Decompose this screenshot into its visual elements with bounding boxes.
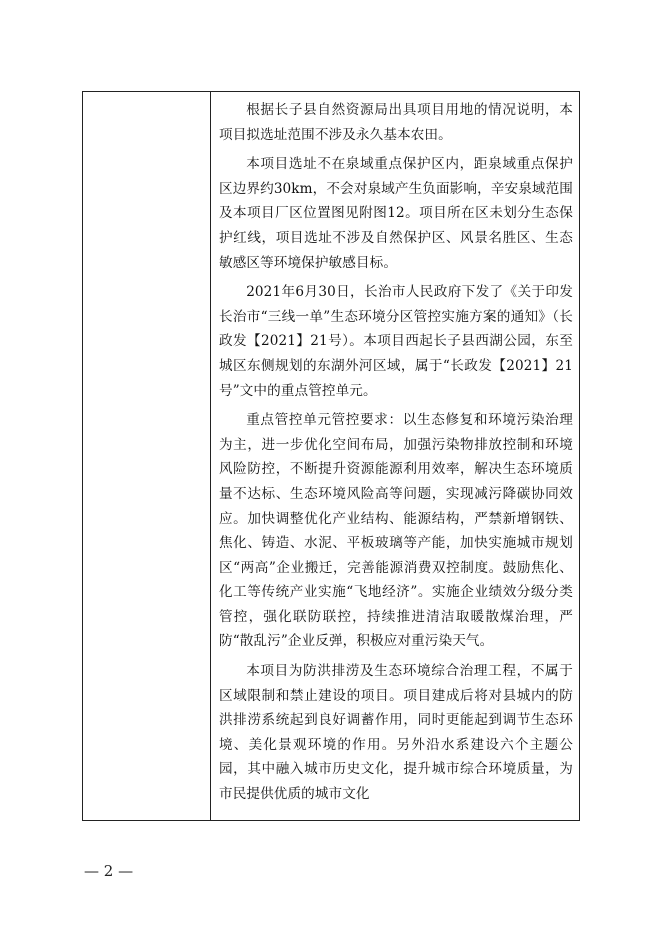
paragraph-control-requirements: 重点管控单元管控要求：以生态修复和环境污染治理为主，进一步优化空间布局，加强污染物排放控制和环境风险防控，不断提升资源能源利用效率，解决生态环境质量不达标、生态环境风险高等问题，实现减污降碳协同效应。加快调整优化产业结构、能源结构，严禁新增钢铁、焦化、铸造、水泥、平板玻璃等产能，加快实施城市规划区“两高”企业搬迁，完善能源消费双控制度。鼓励焦化、化工等传统产业实施“飞地经济”。实施企业绩效分级分类管控，强化联防联控，持续推进清洁取暖散煤治理，严防“散乱污”企业反弹，积极应对重污染天气。 xyxy=(219,412,573,650)
content-table xyxy=(82,91,580,821)
paragraph-three-lines-notice: 2021年6月30日，长治市人民政府下发了《关于印发长治市“三线一单”生态环境分区管控实施方案的通知》（长政发【2021】21号）。本项目西起长子县西湖公园，东至城区东侧规划的东湖外河区域，属于“长政发【2021】21号”文中的重点管控单元。 xyxy=(219,284,573,399)
paragraph-farmland: 根据长子县自然资源局出具项目用地的情况说明，本项目拟选址范围不涉及永久基本农田。 xyxy=(219,102,573,143)
page-number: — 2 — xyxy=(84,862,134,880)
table-content-cell xyxy=(211,92,579,820)
table-label-cell xyxy=(83,92,211,820)
paragraph-project-nature: 本项目为防洪排涝及生态环境综合治理工程，不属于区域限制和禁止建设的项目。项目建成后将对县城内的防洪排涝系统起到良好调蓄作用，同时更能起到调节生态环境、美化景观环境的作用。另外沿水系建设六个主题公园，其中融入城市历史文化，提升城市综合环境质量，为市民提供优质的城市文化 xyxy=(219,663,573,803)
paragraph-spring-protection: 本项目选址不在泉域重点保护区内，距泉域重点保护区边界约30km，不会对泉域产生负面影响，辛安泉域范围及本项目厂区位置图见附图12。项目所在区未划分生态保护红线，项目选址不涉及自然保护区、风景名胜区、生态敏感区等环境保护敏感目标。 xyxy=(219,156,573,271)
